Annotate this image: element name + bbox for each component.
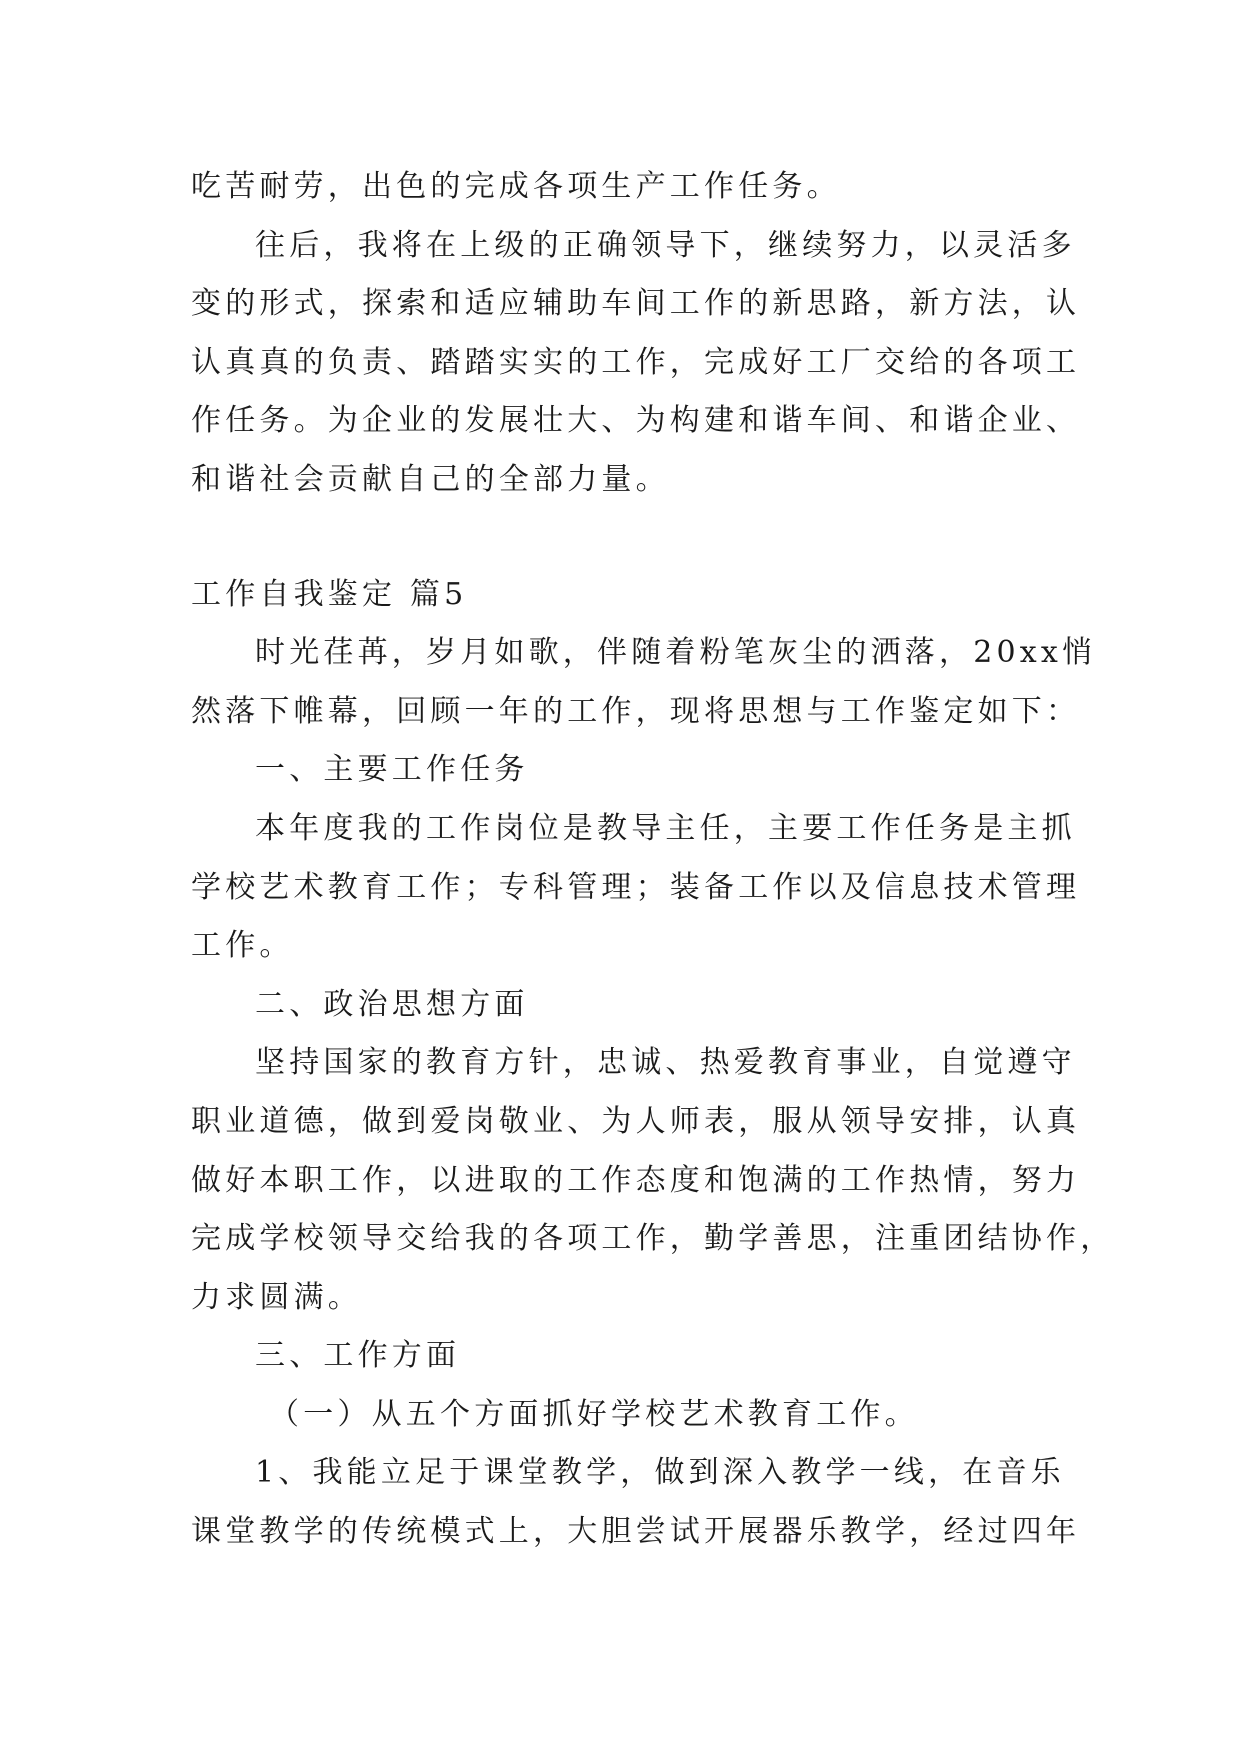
paragraph-line: 吃苦耐劳，出色的完成各项生产工作任务。: [191, 169, 841, 204]
paragraph-line: 往后，我将在上级的正确领导下，继续努力，以灵活多: [255, 227, 1076, 263]
paragraph-line: 时光荏苒，岁月如歌，伴随着粉笔灰尘的洒落，20xx悄: [255, 635, 1097, 671]
paragraph-line: 然落下帷幕，回顾一年的工作，现将思想与工作鉴定如下：: [191, 693, 1081, 729]
paragraph-line: 工作。: [191, 928, 294, 964]
paragraph-line: 认真真的负责、踏踏实实的工作，完成好工厂交给的各项工: [191, 344, 1081, 380]
paragraph-line: 1、我能立足于课堂教学，做到深入教学一线，在音乐: [255, 1455, 1065, 1491]
paragraph-line: 课堂教学的传统模式上，大胆尝试开展器乐教学，经过四年: [191, 1514, 1081, 1550]
paragraph-line: 做好本职工作，以进取的工作态度和饱满的工作热情，努力: [191, 1162, 1081, 1198]
paragraph-line: 和谐社会贡献自己的全部力量。: [191, 461, 670, 497]
paragraph-line: 力求圆满。: [191, 1279, 362, 1315]
paragraph-line: 本年度我的工作岗位是教导主任，主要工作任务是主抓: [255, 810, 1076, 846]
paragraph-line: 完成学校领导交给我的各项工作，勤学善思，注重团结协作，: [191, 1221, 1115, 1257]
document-body: [191, 158, 1115, 1562]
paragraph-line: 坚持国家的教育方针，忠诚、热爱教育事业，自觉遵守: [255, 1045, 1076, 1081]
paragraph-line: 变的形式，探索和适应辅助车间工作的新思路，新方法，认: [191, 286, 1081, 322]
subheading: 二、政治思想方面: [255, 986, 529, 1022]
section-heading: 工作自我鉴定 篇5: [191, 576, 468, 612]
paragraph-line: 职业道德，做到爱岗敬业、为人师表，服从领导安排，认真: [191, 1103, 1081, 1139]
paragraph-line: 学校艺术教育工作；专科管理；装备工作以及信息技术管理: [191, 869, 1081, 905]
subheading: 一、主要工作任务: [255, 752, 529, 788]
subheading: （一）从五个方面抓好学校艺术教育工作。: [269, 1396, 919, 1432]
paragraph-line: 作任务。为企业的发展壮大、为构建和谐车间、和谐企业、: [191, 403, 1081, 439]
subheading: 三、工作方面: [255, 1338, 461, 1374]
